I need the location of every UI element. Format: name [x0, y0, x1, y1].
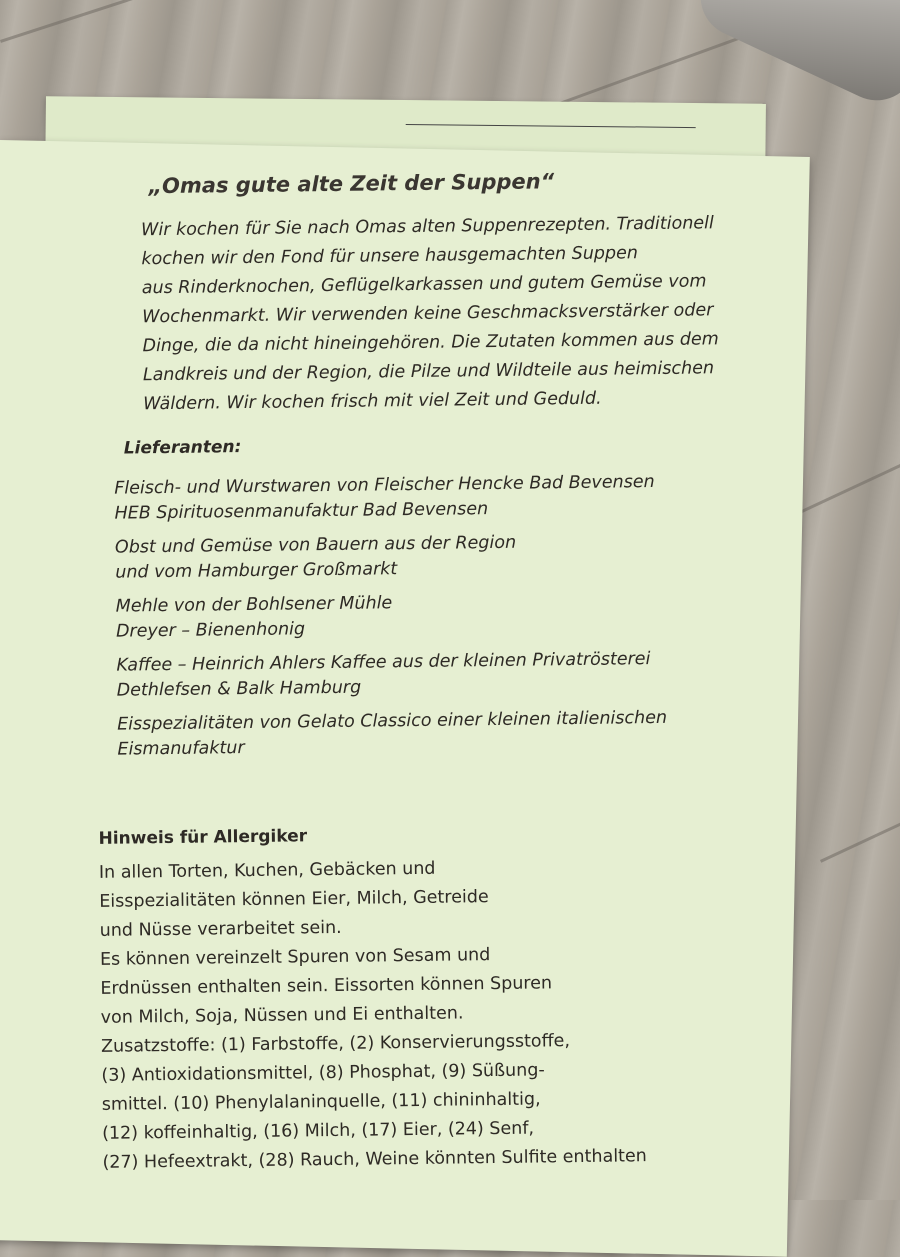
allergy-line: (12) koffeinhaltig, (16) Milch, (17) Eier, (24) Senf,	[102, 1118, 535, 1144]
supplier-line: Fleisch- und Wurstwaren von Fleischer Hencke Bad Bevensen	[114, 472, 655, 499]
intro-line: aus Rinderknochen, Geflügelkarkassen und gutem Gemüse vom	[141, 271, 707, 299]
allergy-line: (27) Hefeextrakt, (28) Rauch, Weine könnten Sulfite enthalten	[102, 1146, 647, 1173]
supplier-group	[116, 588, 666, 645]
allergy-line: In allen Torten, Kuchen, Gebäcken und	[98, 858, 436, 883]
intro-line: Landkreis und der Region, die Pilze und Wildteile aus heimischen	[142, 358, 715, 386]
allergy-line: Eisspezialitäten können Eier, Milch, Getreide	[99, 887, 489, 912]
suppliers-heading: Lieferanten:	[123, 437, 242, 459]
supplier-line: Kaffee – Heinrich Ahlers Kaffee aus der kleinen Privatrösterei	[116, 649, 651, 676]
table-plank-seam	[820, 775, 900, 862]
supplier-line: HEB Spirituosenmanufaktur Bad Bevensen	[114, 499, 489, 524]
allergy-line: (3) Antioxidationsmittel, (8) Phosphat, (9) Süßung-	[101, 1060, 545, 1086]
supplier-line: und vom Hamburger Großmarkt	[115, 559, 398, 583]
menu-content	[0, 130, 823, 1240]
supplier-line: Obst und Gemüse von Bauern aus der Region	[114, 532, 517, 558]
allergy-line: und Nüsse verarbeitet sein.	[99, 917, 342, 941]
supplier-group	[114, 470, 664, 527]
allergy-line: Es können vereinzelt Spuren von Sesam und	[99, 945, 491, 970]
intro-line: Wir kochen für Sie nach Omas alten Suppenrezepten. Traditionell	[140, 213, 714, 241]
intro-paragraph	[141, 208, 803, 419]
supplier-group	[117, 706, 667, 763]
allergy-heading: Hinweis für Allergiker	[98, 826, 308, 849]
intro-line: Wochenmarkt. Wir verwenden keine Geschmacksverstärker oder	[142, 300, 714, 328]
allergy-notice	[99, 852, 647, 1178]
supplier-line: Dethlefsen & Balk Hamburg	[116, 677, 362, 701]
allergy-line: von Milch, Soja, Nüssen und Ei enthalten.	[100, 1003, 464, 1028]
suppliers-list	[114, 470, 667, 772]
menu-sheet	[0, 140, 810, 1257]
intro-line: Dinge, die da nicht hineingehören. Die Zutaten kommen aus dem	[142, 329, 719, 357]
menu-title: „Omas gute alte Zeit der Suppen“	[148, 169, 555, 199]
supplier-line: Dreyer – Bienenhonig	[115, 619, 306, 642]
allergy-line: Zusatzstoffe: (1) Farbstoffe, (2) Konservierungsstoffe,	[100, 1031, 571, 1057]
supplier-group	[116, 647, 666, 704]
allergy-line: smittel. (10) Phenylalaninquelle, (11) chininhaltig,	[101, 1089, 541, 1115]
background-sheet-rule	[406, 124, 696, 128]
supplier-group	[115, 529, 665, 586]
allergy-line: Erdnüssen enthalten sein. Eissorten können Spuren	[100, 973, 553, 999]
metal-container	[688, 0, 900, 113]
supplier-line: Eisspezialitäten von Gelato Classico einer kleinen italienischen	[117, 707, 668, 735]
intro-line: kochen wir den Fond für unsere hausgemachten Suppen	[141, 243, 639, 270]
intro-line: Wäldern. Wir kochen frisch mit viel Zeit und Geduld.	[143, 388, 602, 415]
supplier-line: Eismanufaktur	[117, 738, 245, 760]
supplier-line: Mehle von der Bohlsener Mühle	[115, 593, 393, 617]
